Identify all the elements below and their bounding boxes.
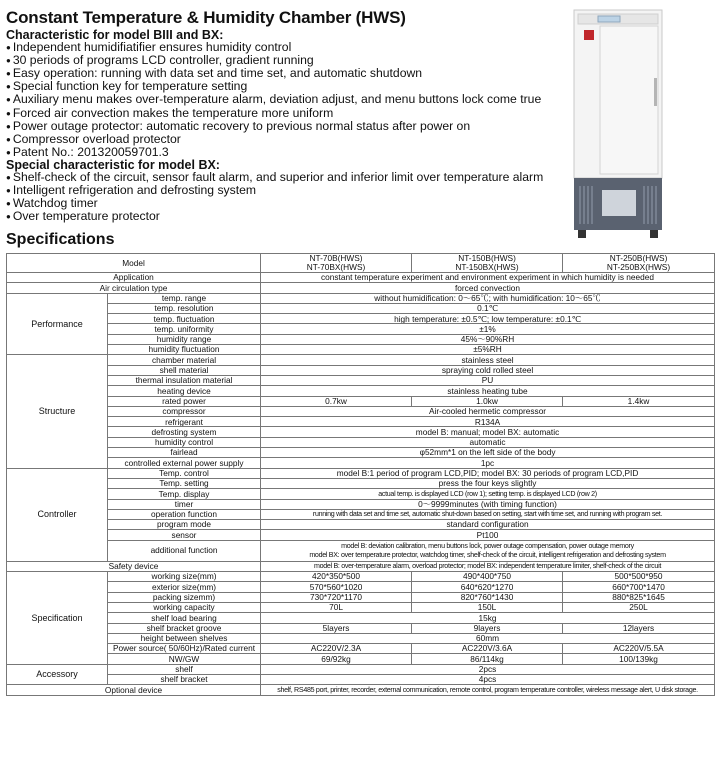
row-value: ±5%RH <box>261 345 715 355</box>
row-value: AC220V/3.6A <box>412 644 563 654</box>
cell-line: NT-150BX(HWS) <box>455 262 519 272</box>
table-row <box>7 540 715 561</box>
feature-item: ● Power outage protector: automatic recovery to previous normal status after power on <box>6 120 566 133</box>
row-value: 100/139kg <box>563 654 715 664</box>
row-value: 0.1℃ <box>261 303 715 313</box>
row-value: 660*700*1470 <box>563 582 715 592</box>
row-label: temp. fluctuation <box>108 314 261 324</box>
cell-line: model B: deviation calibration, menu buttons lock, power outage compensation, power outage memory <box>341 542 634 551</box>
row-value: Air-cooled hermetic compressor <box>261 406 715 416</box>
table-row <box>7 437 715 447</box>
row-value: press the four keys slightly <box>261 478 715 488</box>
row-label: compressor <box>108 406 261 416</box>
table-row <box>7 478 715 488</box>
row-label: timer <box>108 499 261 509</box>
specifications-heading: Specifications <box>6 231 115 248</box>
table-row <box>7 406 715 416</box>
row-label: Temp. display <box>108 489 261 499</box>
page-title: Constant Temperature & Humidity Chamber (HWS) <box>6 8 406 27</box>
row-value: 2pcs <box>261 664 715 674</box>
row-label: temp. resolution <box>108 303 261 313</box>
table-row <box>7 458 715 468</box>
row-label: packing sizemm) <box>108 592 261 602</box>
feature-item: ● Intelligent refrigeration and defrosting system <box>6 184 566 197</box>
row-value: 70L <box>261 602 412 612</box>
row-value: AC220V/2.3A <box>261 644 412 654</box>
row-label: NW/GW <box>108 654 261 664</box>
table-row <box>7 489 715 499</box>
features-heading-bx: Special characteristic for model BX: <box>6 157 220 172</box>
row-value: PU <box>261 375 715 385</box>
cell-line: NT-70BX(HWS) <box>306 262 366 272</box>
row-value: 570*560*1020 <box>261 582 412 592</box>
row-value: constant temperature experiment and environment experiment in which humidity is needed <box>261 273 715 283</box>
row-label: thermal insulation material <box>108 375 261 385</box>
row-value: 0～9999minutes (with timing function) <box>261 499 715 509</box>
group-label-optional: Optional device <box>7 685 261 695</box>
table-row <box>7 592 715 602</box>
feature-item: ● Auxiliary menu makes over-temperature alarm, deviation adjust, and menu buttons lock come true <box>6 93 566 106</box>
table-row <box>7 685 715 695</box>
table-row <box>7 386 715 396</box>
row-label: fairlead <box>108 448 261 458</box>
table-row <box>7 602 715 612</box>
row-value: 420*350*500 <box>261 572 412 582</box>
table-row <box>7 417 715 427</box>
row-value: without humidification: 0～65℃; with humidification: 10～65℃ <box>261 293 715 303</box>
model-name <box>563 254 715 273</box>
table-row <box>7 254 715 273</box>
row-value: high temperature: ±0.5℃; low temperature: ±0.1℃ <box>261 314 715 324</box>
table-row <box>7 283 715 293</box>
row-value: ±1% <box>261 324 715 334</box>
group-label-controller: Controller <box>7 468 108 561</box>
row-value: 9layers <box>412 623 563 633</box>
group-label-structure: Structure <box>7 355 108 468</box>
row-value: 86/114kg <box>412 654 563 664</box>
row-label: controlled external power supply <box>108 458 261 468</box>
row-label: Application <box>7 273 261 283</box>
row-value: spraying cold rolled steel <box>261 365 715 375</box>
row-label: Power source( 50/60Hz)/Rated current <box>108 644 261 654</box>
row-label: program mode <box>108 520 261 530</box>
table-row <box>7 644 715 654</box>
group-label-safety: Safety device <box>7 561 261 571</box>
feature-item: ● Watchdog timer <box>6 197 566 210</box>
row-value: 45%～90%RH <box>261 334 715 344</box>
feature-item: ● Forced air convection makes the temperature more uniform <box>6 107 566 120</box>
table-row <box>7 355 715 365</box>
row-value <box>261 540 715 561</box>
row-label: rated power <box>108 396 261 406</box>
row-value: model B: over-temperature alarm, overload protector; model BX: independent temperature limiter, shelf-check of the circuit <box>261 561 715 571</box>
row-label: sensor <box>108 530 261 540</box>
table-row <box>7 530 715 540</box>
row-label: shelf bracket <box>108 674 261 684</box>
row-value: 5layers <box>261 623 412 633</box>
row-value: φ52mm*1 on the left side of the body <box>261 448 715 458</box>
row-value: 1.4kw <box>563 396 715 406</box>
row-value: 730*720*1170 <box>261 592 412 602</box>
group-label-specification: Specification <box>7 572 108 665</box>
row-value: Pt100 <box>261 530 715 540</box>
features-heading-biii-bx: Characteristic for model BIII and BX: <box>6 28 224 42</box>
model-name <box>412 254 563 273</box>
row-value: 15kg <box>261 613 715 623</box>
row-label: working capacity <box>108 602 261 612</box>
row-value: 150L <box>412 602 563 612</box>
row-label: heating device <box>108 386 261 396</box>
model-name <box>261 254 412 273</box>
row-label: Temp. control <box>108 468 261 478</box>
table-row <box>7 324 715 334</box>
model-label: Model <box>7 254 261 273</box>
row-label: refrigerant <box>108 417 261 427</box>
row-label: Temp. setting <box>108 478 261 488</box>
chamber-photo <box>570 8 666 240</box>
specifications-table <box>6 253 715 696</box>
row-value: forced convection <box>261 283 715 293</box>
feature-item: ● Easy operation: running with data set and time set, and automatic shutdown <box>6 67 566 80</box>
feature-item: ● Patent No.: 201320059701.3 <box>6 146 566 159</box>
row-label: additional function <box>108 540 261 561</box>
table-row <box>7 499 715 509</box>
row-label: temp. range <box>108 293 261 303</box>
row-label: humidity range <box>108 334 261 344</box>
feature-item: ● Shelf-check of the circuit, sensor fault alarm, and superior and inferior limit over temperature alarm <box>6 171 566 184</box>
row-label: shelf <box>108 664 261 674</box>
row-value: running with data set and time set, automatic shut-down based on setting, start with time set, and running with program set. <box>261 509 715 519</box>
table-row <box>7 664 715 674</box>
row-value: model B: manual; model BX: automatic <box>261 427 715 437</box>
table-row <box>7 674 715 684</box>
row-value: 1.0kw <box>412 396 563 406</box>
cell-line: NT-250BX(HWS) <box>606 262 671 272</box>
row-label: temp. uniformity <box>108 324 261 334</box>
row-value: 500*500*950 <box>563 572 715 582</box>
table-row <box>7 375 715 385</box>
table-row <box>7 633 715 643</box>
table-row <box>7 613 715 623</box>
row-value: AC220V/5.5A <box>563 644 715 654</box>
row-value: shelf, RS485 port, printer, recorder, external communication, remote control, program temperature controller, wireless message alert, U disk storage. <box>261 685 715 695</box>
table-row <box>7 427 715 437</box>
row-value: 60mm <box>261 633 715 643</box>
table-row <box>7 345 715 355</box>
row-value: 490*400*750 <box>412 572 563 582</box>
table-row <box>7 509 715 519</box>
cell-line: NT-70B(HWS) <box>309 253 363 264</box>
feature-item: ● Independent humidifiatifier ensures humidity control <box>6 41 566 54</box>
feature-item: ● Compressor overload protector <box>6 133 566 146</box>
row-value: 880*825*1645 <box>563 592 715 602</box>
group-label-performance: Performance <box>7 293 108 355</box>
row-label: height between shelves <box>108 633 261 643</box>
features-list-bx <box>6 171 566 223</box>
row-value: standard configuration <box>261 520 715 530</box>
row-value: automatic <box>261 437 715 447</box>
row-value: 1pc <box>261 458 715 468</box>
row-label: shell material <box>108 365 261 375</box>
row-value: 820*760*1430 <box>412 592 563 602</box>
row-value: model B:1 period of program LCD,PID; model BX: 30 periods of program LCD,PID <box>261 468 715 478</box>
row-label: shelf load bearing <box>108 613 261 623</box>
row-label: defrosting system <box>108 427 261 437</box>
row-value: 640*620*1270 <box>412 582 563 592</box>
table-row <box>7 468 715 478</box>
feature-item: ● Special function key for temperature setting <box>6 80 566 93</box>
table-row <box>7 448 715 458</box>
row-value: stainless steel <box>261 355 715 365</box>
cell-line: NT-150B(HWS) <box>458 253 516 264</box>
table-row <box>7 396 715 406</box>
row-value: stainless heating tube <box>261 386 715 396</box>
row-value: 0.7kw <box>261 396 412 406</box>
table-row <box>7 561 715 571</box>
row-label: working size(mm) <box>108 572 261 582</box>
table-row <box>7 654 715 664</box>
row-value: actual temp. is displayed LCD (row 1); setting temp. is displayed LCD (row 2) <box>261 489 715 499</box>
cell-line: NT-250B(HWS) <box>609 253 668 264</box>
feature-item: ● Over temperature protector <box>6 210 566 223</box>
row-label: chamber material <box>108 355 261 365</box>
table-row <box>7 623 715 633</box>
row-value: 12layers <box>563 623 715 633</box>
table-row <box>7 273 715 283</box>
row-value: 4pcs <box>261 674 715 684</box>
row-value: 250L <box>563 602 715 612</box>
table-row <box>7 365 715 375</box>
row-label: shelf bracket groove <box>108 623 261 633</box>
table-row <box>7 582 715 592</box>
feature-item: ● 30 periods of programs LCD controller, gradient running <box>6 54 566 67</box>
row-label: exterior size(mm) <box>108 582 261 592</box>
row-value: 69/92kg <box>261 654 412 664</box>
features-list-biii-bx <box>6 41 566 159</box>
table-row <box>7 314 715 324</box>
table-row <box>7 520 715 530</box>
row-label: humidity control <box>108 437 261 447</box>
cell-line: model BX: over temperature protector, watchdog timer, shelf-check of the circuit, intelligent refrigeration and defrosting system <box>309 550 666 559</box>
row-label: operation function <box>108 509 261 519</box>
row-value: R134A <box>261 417 715 427</box>
table-row <box>7 303 715 313</box>
table-row <box>7 293 715 303</box>
row-label: Air circulation type <box>7 283 261 293</box>
table-row <box>7 572 715 582</box>
group-label-accessory: Accessory <box>7 664 108 685</box>
table-row <box>7 334 715 344</box>
row-label: humidity fluctuation <box>108 345 261 355</box>
features-section <box>6 29 566 223</box>
